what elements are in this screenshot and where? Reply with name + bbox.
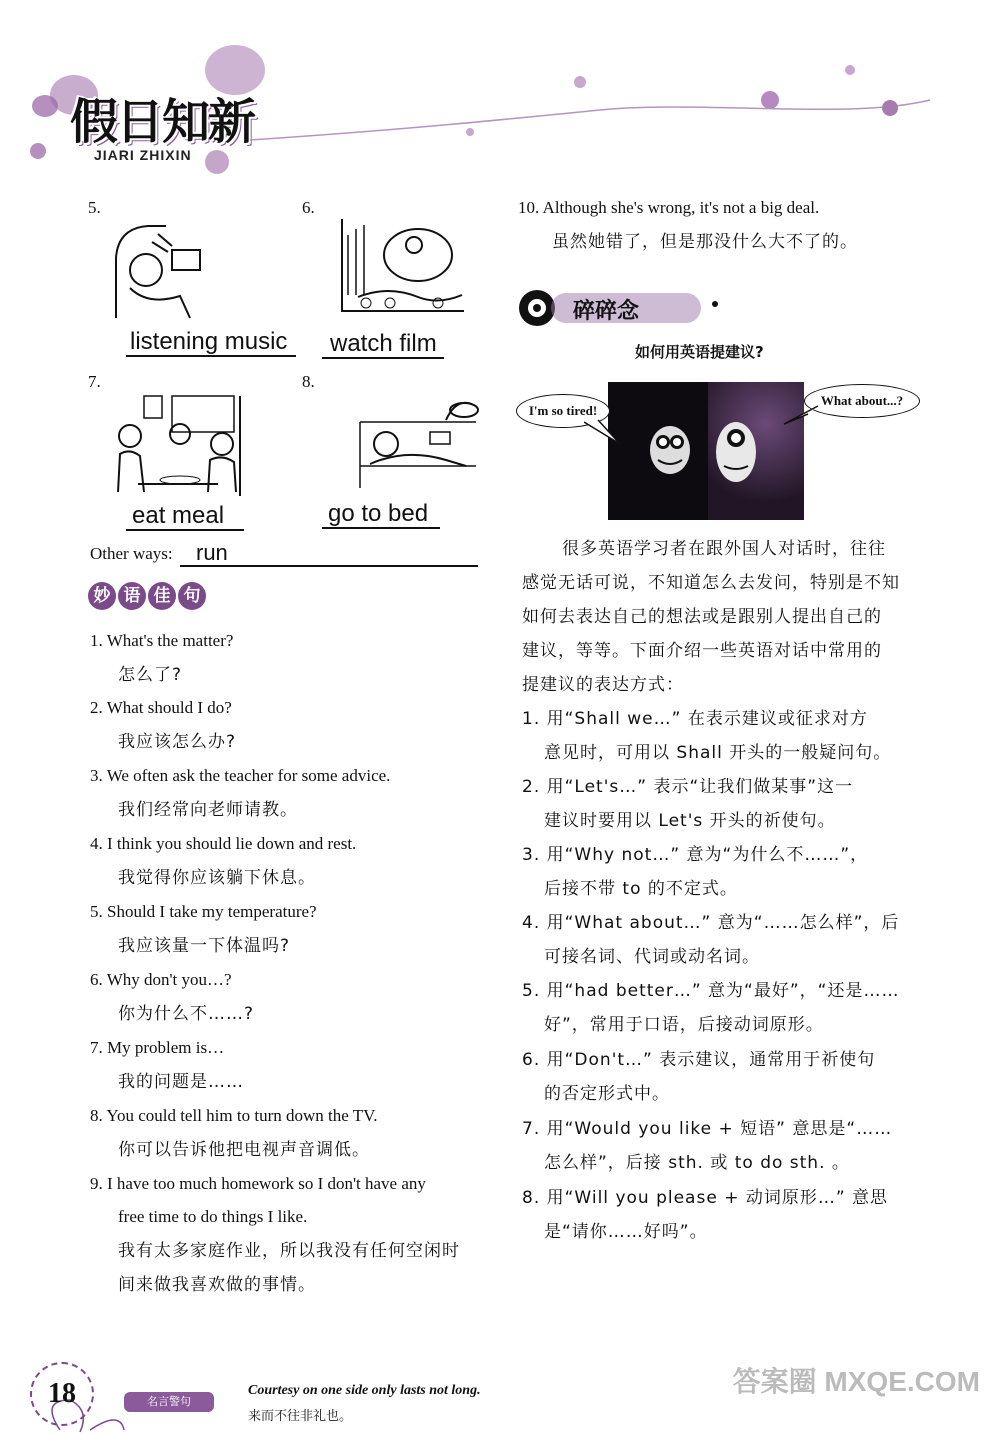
section-badge-good-sentences <box>88 582 228 616</box>
other-ways-underline <box>180 565 478 567</box>
sentence-zh: 我应该量一下体温吗? <box>118 936 291 956</box>
watermark: 答案圈 MXQE.COM <box>732 1366 980 1397</box>
answer-underline <box>126 355 296 357</box>
sentence-zh: 虽然她错了，但是那没什么大不了的。 <box>552 232 858 252</box>
sentence-en: 10. Although she's wrong, it's not a big deal. <box>518 198 820 217</box>
badge-char: 妙 <box>88 582 116 610</box>
sentence-en: free time to do things I like. <box>118 1207 308 1226</box>
picture-number: 7. <box>88 372 101 391</box>
intro-line: 如何去表达自己的想法或是跟别人提出自己的 <box>522 607 882 627</box>
header-logo <box>30 55 270 195</box>
intro-line: 提建议的表达方式： <box>522 675 684 695</box>
header-title: 假日知新 <box>70 94 255 150</box>
section-title: 如何用英语提建议? <box>635 343 764 361</box>
picture-number: 5. <box>88 198 101 217</box>
badge-char: 佳 <box>148 582 176 610</box>
sentence-zh: 我应该怎么办? <box>118 732 237 752</box>
tip-line: 1. 用“Shall we…” 在表示建议或征求对方 <box>522 709 868 729</box>
intro-line: 感觉无话可说，不知道怎么去发问，特别是不知 <box>522 573 900 593</box>
tip-line: 6. 用“Don't…” 表示建议，通常用于祈使句 <box>522 1050 876 1070</box>
sentence-zh: 我觉得你应该躺下休息。 <box>118 868 316 888</box>
quote-en: Courtesy on one side only lasts not long. <box>248 1383 481 1398</box>
picture-go-to-bed <box>356 392 481 492</box>
intro-line: 建议，等等。下面介绍一些英语对话中常用的 <box>522 641 882 661</box>
sentence-zh: 怎么了? <box>118 665 183 685</box>
answer-underline <box>322 357 444 359</box>
quote-badge: 名言警句 <box>124 1392 214 1412</box>
picture-eat-meal <box>108 392 248 498</box>
header-subtitle: JIARI ZHIXIN <box>94 147 192 163</box>
tip-line: 5. 用“had better…” 意为“最好”，“还是…… <box>522 981 900 1001</box>
tip-line: 好”，常用于口语，后接动词原形。 <box>544 1015 824 1035</box>
header-swirl <box>250 60 950 160</box>
tip-line: 意见时，可用以 Shall 开头的一般疑问句。 <box>544 743 892 763</box>
minions-photo <box>608 382 804 520</box>
sentence-en: 7. My problem is… <box>90 1038 225 1057</box>
picture-number: 8. <box>302 372 315 391</box>
answer-underline <box>126 529 244 531</box>
answer-8: go to bed <box>328 500 429 527</box>
quote-zh: 来而不往非礼也。 <box>248 1409 353 1424</box>
sentence-zh: 间来做我喜欢做的事情。 <box>118 1275 316 1295</box>
tip-line: 7. 用“Would you like + 短语” 意思是“…… <box>522 1119 893 1139</box>
sentence-zh: 你可以告诉他把电视声音调低。 <box>118 1140 370 1160</box>
sentence-zh: 我有太多家庭作业，所以我没有任何空闲时 <box>118 1241 460 1261</box>
picture-number: 6. <box>302 198 315 217</box>
tip-line: 的否定形式中。 <box>544 1084 670 1104</box>
answer-6: watch film <box>330 330 437 357</box>
other-ways-answer: run <box>196 540 228 565</box>
tip-line: 是“请你……好吗”。 <box>544 1222 708 1242</box>
tip-line: 建议时要用以 Let's 开头的祈使句。 <box>544 811 836 831</box>
sentence-zh: 你为什么不……? <box>118 1004 255 1024</box>
section-badge-chat <box>515 288 725 328</box>
bubble-tail-right <box>782 404 822 428</box>
sentence-en: 1. What's the matter? <box>90 631 234 650</box>
tip-line: 3. 用“Why not…” 意为“为什么不……”， <box>522 845 869 865</box>
sentence-en: 8. You could tell him to turn down the TV. <box>90 1106 378 1125</box>
other-ways-label: Other ways: <box>90 544 173 563</box>
chat-badge-label: 碎碎念 <box>573 299 640 324</box>
tip-line: 后接不带 to 的不定式。 <box>544 879 738 899</box>
sentence-zh: 我的问题是…… <box>118 1072 244 1092</box>
sentence-en: 2. What should I do? <box>90 698 232 717</box>
answer-5: listening music <box>130 328 288 355</box>
badge-char: 语 <box>118 582 146 610</box>
intro-line: 很多英语学习者在跟外国人对话时，往往 <box>562 539 886 559</box>
sentence-en: 3. We often ask the teacher for some advice. <box>90 766 391 785</box>
sentence-zh: 我们经常向老师请教。 <box>118 800 298 820</box>
tip-line: 怎么样”，后接 sth. 或 to do sth. 。 <box>544 1153 850 1173</box>
answer-7: eat meal <box>132 502 225 529</box>
sentence-en: 6. Why don't you…? <box>90 970 232 989</box>
bubble-tail-left <box>584 418 624 448</box>
tip-line: 4. 用“What about…” 意为“……怎么样”，后 <box>522 913 900 933</box>
speech-bubble-right: What about...? <box>804 384 920 418</box>
tip-line: 8. 用“Will you please + 动词原形…” 意思 <box>522 1188 889 1208</box>
sentence-en: 5. Should I take my temperature? <box>90 902 317 921</box>
tip-line: 2. 用“Let's…” 表示“让我们做某事”这一 <box>522 777 854 797</box>
sentence-en: 9. I have too much homework so I don't have any <box>90 1174 426 1193</box>
minions-figure <box>608 382 804 520</box>
answer-underline <box>322 527 440 529</box>
speech-bubble-left: I'm so tired! <box>516 394 610 428</box>
page-number: 18 <box>30 1362 94 1426</box>
picture-watch-film <box>338 215 468 315</box>
tip-line: 可接名词、代词或动名词。 <box>544 947 760 967</box>
picture-listening-music <box>108 218 208 320</box>
sentence-en: 4. I think you should lie down and rest. <box>90 834 357 853</box>
badge-char: 句 <box>178 582 206 610</box>
